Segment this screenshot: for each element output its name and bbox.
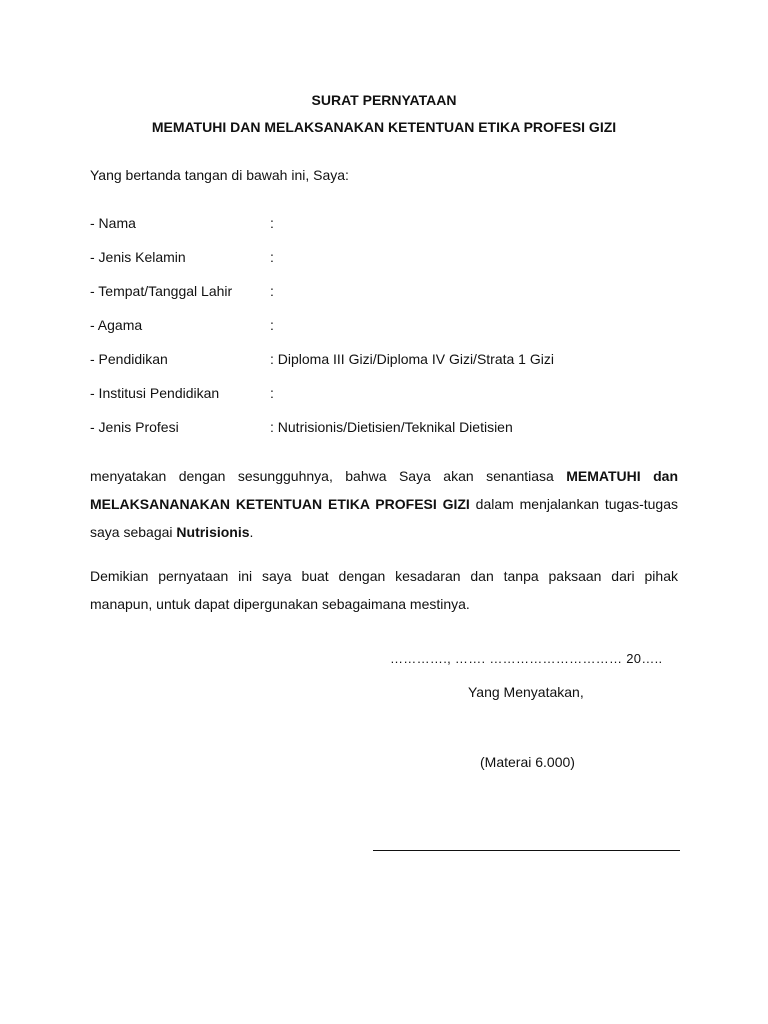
stamp-label: (Materai 6.000) xyxy=(480,754,575,770)
field-label: - Jenis Profesi xyxy=(90,419,179,435)
field-value: : Diploma III Gizi/Diploma IV Gizi/Strata 1 Gizi xyxy=(270,351,554,367)
field-pendidikan xyxy=(90,351,690,385)
field-jenis-kelamin xyxy=(90,249,690,283)
statement-text: dalam menjalankan tugas-tugas saya sebagai xyxy=(90,496,679,540)
closing-paragraph: Demikian pernyataan ini saya buat dengan kesadaran dan tanpa paksaan dari pihak manapun, untuk dapat dipergunakan sebagaimana mestinya. xyxy=(90,568,678,612)
field-label: - Nama xyxy=(90,215,136,231)
statement-emphasis: MEMATUHI dan MELAKSANANAKAN KETENTUAN ETIKA PROFESI GIZI xyxy=(90,468,678,512)
profession-emphasis: Nutrisionis xyxy=(176,524,250,540)
field-nama xyxy=(90,215,690,249)
signature-line xyxy=(373,850,680,851)
statement-text: menyatakan dengan sesungguhnya, bahwa Saya akan senantiasa xyxy=(90,468,567,484)
field-label: - Institusi Pendidikan xyxy=(90,385,220,401)
field-value: : xyxy=(270,283,274,299)
statement-text: . xyxy=(249,524,254,540)
field-jenis-profesi xyxy=(90,419,690,453)
statement-paragraph xyxy=(90,462,678,546)
field-label: - Pendidikan xyxy=(90,351,168,367)
signer-label: Yang Menyatakan, xyxy=(468,684,584,700)
field-agama xyxy=(90,317,690,351)
field-tempat-tanggal-lahir xyxy=(90,283,690,317)
field-label: - Jenis Kelamin xyxy=(90,249,186,265)
field-value: : xyxy=(270,317,274,333)
field-value: : xyxy=(270,385,274,401)
identity-fields xyxy=(90,215,690,453)
field-label: - Agama xyxy=(90,317,143,333)
document-subtitle: MEMATUHI DAN MELAKSANAKAN KETENTUAN ETIKA PROFESI GIZI xyxy=(151,119,617,135)
field-value: : xyxy=(270,215,274,231)
field-value: : xyxy=(270,249,274,265)
document-title: SURAT PERNYATAAN xyxy=(311,92,457,108)
field-institusi-pendidikan xyxy=(90,385,690,419)
intro-text: Yang bertanda tangan di bawah ini, Saya: xyxy=(90,167,349,183)
date-line: …………., ……. ………………………… 20….. xyxy=(390,651,663,666)
field-value: : Nutrisionis/Dietisien/Teknikal Dietisien xyxy=(270,419,513,435)
field-label: - Tempat/Tanggal Lahir xyxy=(90,283,233,299)
